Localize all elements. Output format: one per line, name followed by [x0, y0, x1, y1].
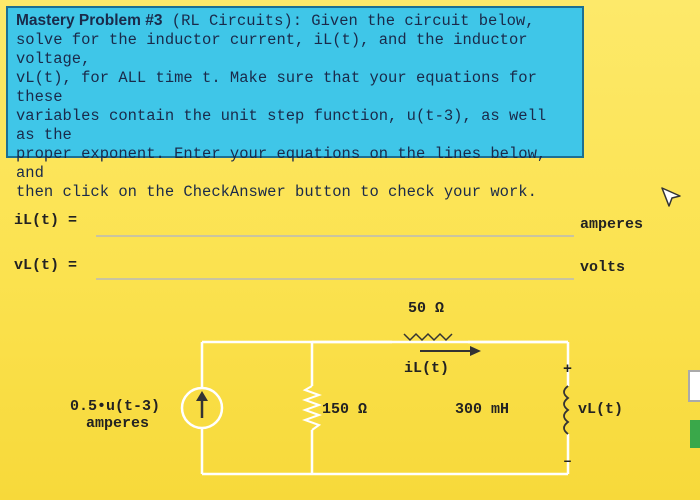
current-arrow-icon [420, 346, 481, 356]
problem-line-5: proper exponent. Enter your equations on the lines below, and [16, 145, 547, 182]
source-label-1: 0.5•u(t-3) [70, 398, 161, 415]
il-label: iL(t) = [14, 212, 78, 229]
vl-unit: volts [580, 259, 626, 276]
r1-label: 150 Ω [322, 401, 368, 418]
vl-label: vL(t) = [14, 257, 78, 274]
il-unit: amperes [580, 216, 644, 233]
problem-line-2: solve for the inductor current, iL(t), and the inductor voltage, [16, 31, 528, 68]
problem-line-6: then click on the CheckAnswer button to check your work. [16, 183, 537, 201]
problem-text-1: (RL Circuits): Given the circuit below, [171, 12, 535, 30]
problem-line-3: vL(t), for ALL time t. Make sure that your equations for these [16, 69, 537, 106]
current-source-icon [182, 388, 222, 428]
minus-sign: – [563, 453, 573, 470]
current-label: iL(t) [404, 360, 450, 377]
voltage-label: vL(t) [578, 401, 624, 418]
problem-title: Mastery Problem #3 [16, 12, 163, 29]
circuit-wires [202, 342, 568, 474]
source-label-2: amperes [86, 415, 150, 432]
inductor-icon [564, 386, 568, 434]
edge-widget-white[interactable] [688, 370, 700, 402]
resistor-50-zigzag [404, 334, 452, 340]
resistor-150-icon [305, 386, 319, 430]
r2-label: 50 Ω [408, 300, 445, 317]
inductor-label: 300 mH [455, 401, 510, 418]
problem-line-4: variables contain the unit step function, u(t-3), as well as the [16, 107, 547, 144]
plus-sign: + [563, 361, 573, 378]
edge-widget-green[interactable] [690, 420, 700, 448]
